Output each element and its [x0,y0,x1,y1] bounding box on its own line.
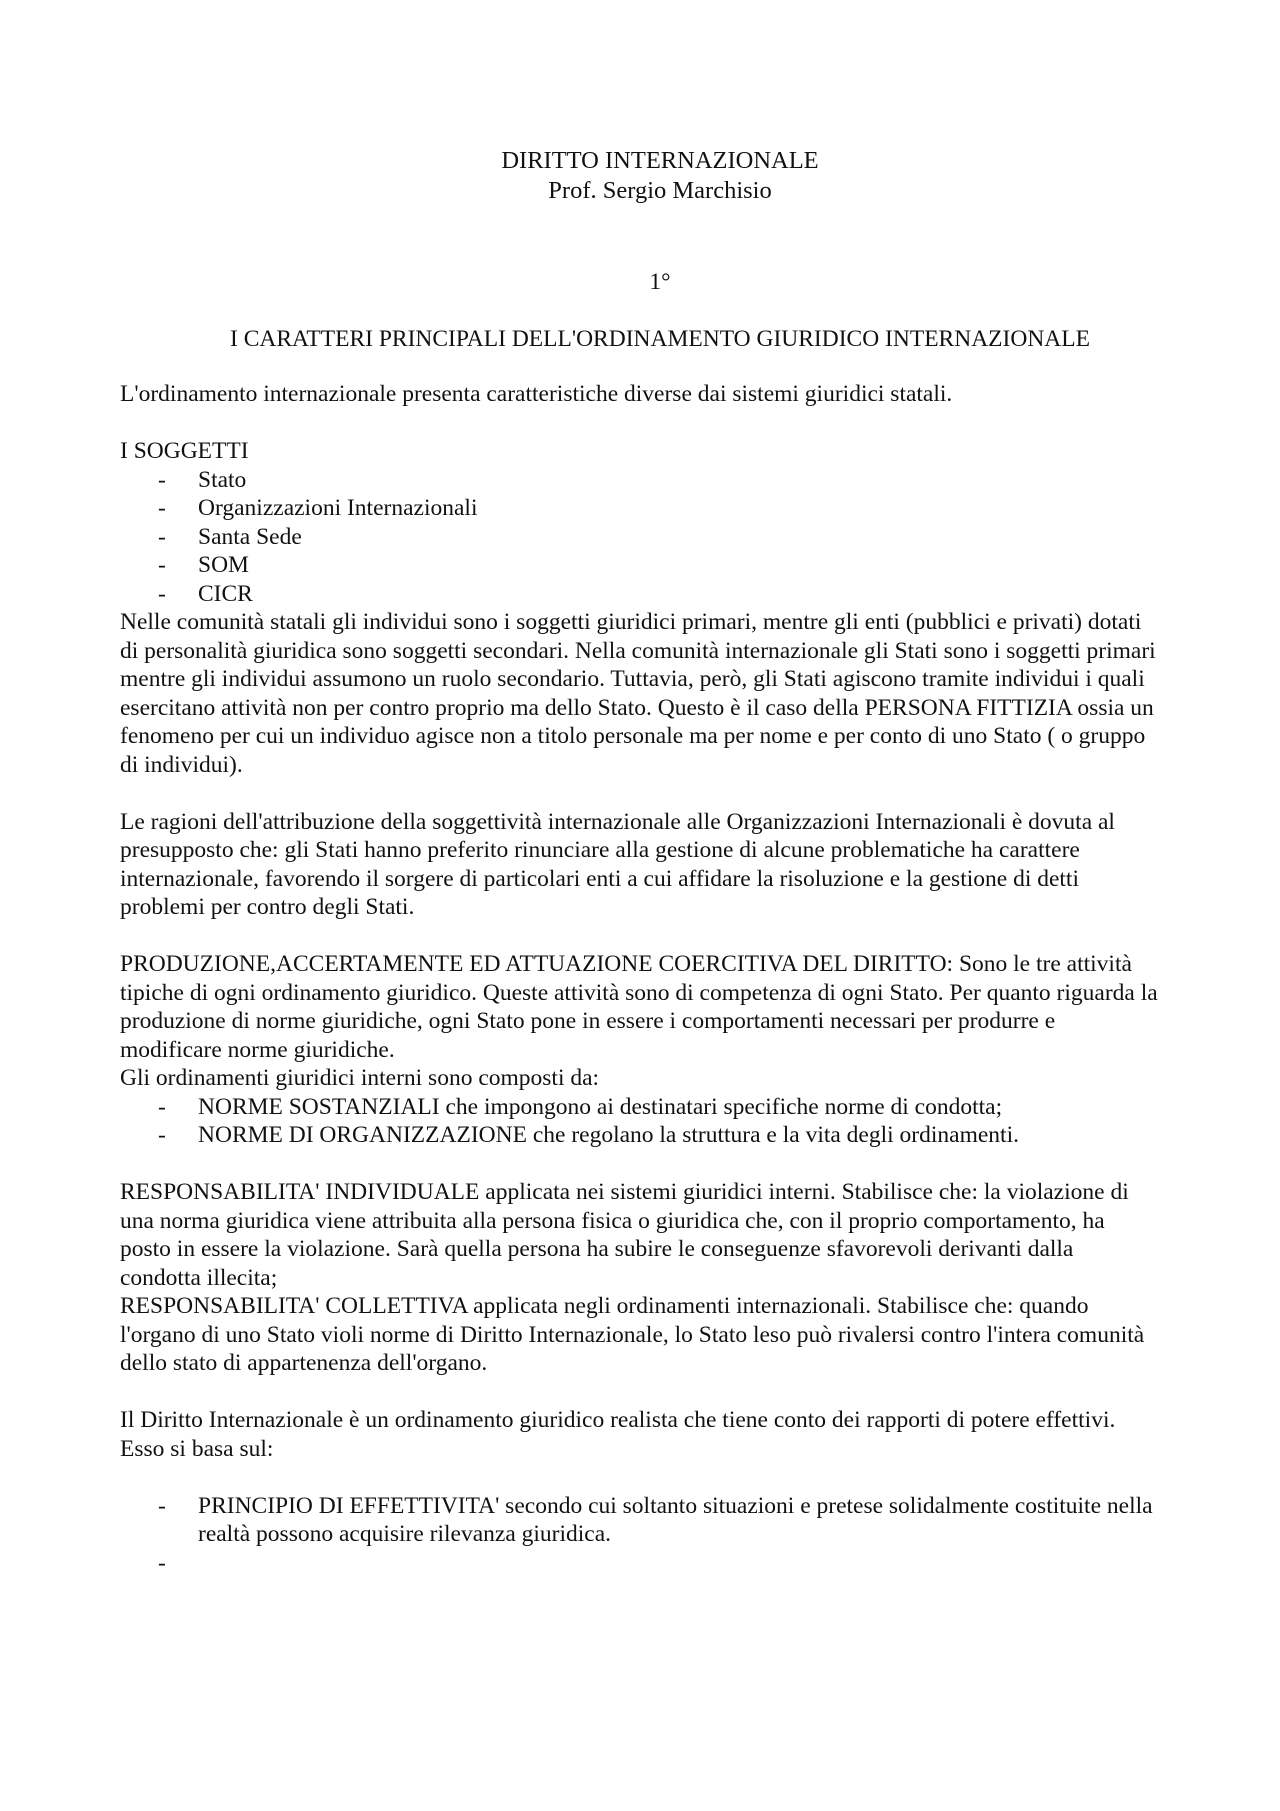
list-item: - CICR [158,580,253,607]
chapter-heading: I CARATTERI PRINCIPALI DELL'ORDINAMENTO GIURIDICO INTERNAZIONALE [230,325,1090,352]
list-item: - NORME SOSTANZIALI che impongono ai destinatari specifiche norme di condotta; [158,1093,1003,1120]
responsabilita-individuale: RESPONSABILITA' INDIVIDUALE applicata nei sistemi giuridici interni. Stabilisce che: la violazione di una norma giuridica viene attribuita alla persona fisica o giuridica che, con il proprio comportamento, ha posto in essere la violazione. Sarà quella persona ha subire le conseguenze sfavorevoli derivanti dalla condotta illecita; [120,1179,1129,1291]
soggetti-list [120,466,1160,609]
soggetti-paragraph: Nelle comunità statali gli individui sono i soggetti giuridici primari, mentre gli enti (pubblici e privati) dotati di personalità giuridica sono soggetti secondari. Nella comunità internazionale gli Stati sono i soggetti primari mentre gli individui assumono un ruolo secondario. Tuttavia, però, gli Stati agiscono tramite individui i quali esercitano attività non per contro proprio ma dello Stato. Questo è il caso della PERSONA FITTIZIA ossia un fenomeno per cui un individuo agisce non a titolo personale ma per nome e per conto di uno Stato ( o gruppo di individui). [120,609,1156,778]
dash-bullet: - [158,523,166,550]
chapter-number: 1° [649,269,671,295]
dash-bullet: - [158,1549,166,1576]
document-author: Prof. Sergio Marchisio [548,177,772,204]
dash-bullet: - [158,1492,166,1519]
organizzazioni-paragraph: Le ragioni dell'attribuzione della soggettività internazionale alle Organizzazioni Internazionali è dovuta al presupposto che: gli Stati hanno preferito rinunciare alla gestione di alcune problematiche ha carattere internazionale, favorendo il sorgere di particolari enti a cui affidare la risoluzione e la gestione di detti problemi per contro degli Stati. [120,808,1115,920]
dash-bullet: - [158,580,166,607]
list-item: - PRINCIPIO DI EFFETTIVITA' secondo cui soltanto situazioni e pretese solidalmente costituite nella realtà possono acquisire rilevanza giuridica. [158,1492,1153,1547]
produzione-paragraph: PRODUZIONE,ACCERTAMENTE ED ATTUAZIONE COERCITIVA DEL DIRITTO: Sono le tre attività tipiche di ogni ordinamento giuridico. Queste attività sono di competenza di ogni Stato. Per quanto riguarda la produzione di norme giuridiche, ogni Stato pone in essere i comportamenti necessari per produrre e modificare norme giuridiche. [120,951,1158,1063]
document-body [120,146,1160,1576]
dash-bullet: - [158,466,166,493]
principi-list [120,1492,1160,1576]
dash-bullet: - [158,1122,166,1148]
soggetti-title: I SOGGETTI [120,438,249,464]
produzione-list-intro: Gli ordinamenti giuridici interni sono composti da: [120,1065,600,1091]
intro-paragraph: L'ordinamento internazionale presenta caratteristiche diverse dai sistemi giuridici statali. [120,381,953,407]
list-item: - NORME DI ORGANIZZAZIONE che regolano la struttura e la vita degli ordinamenti. [158,1122,1019,1148]
responsabilita-collettiva: RESPONSABILITA' COLLETTIVA applicata negli ordinamenti internazionali. Stabilisce che: quando l'organo di uno Stato violi norme di Diritto Internazionale, lo Stato leso può rivalersi contro l'intera comunità dello stato di appartenenza dell'organo. [120,1293,1145,1376]
document-title: DIRITTO INTERNAZIONALE [501,147,819,174]
dash-bullet: - [158,552,166,578]
norme-list [120,1093,1160,1150]
list-item: - Organizzazioni Internazionali [158,495,478,521]
title-block [160,146,1160,206]
list-item: - Santa Sede [158,523,302,550]
dash-bullet: - [158,495,166,521]
realismo-paragraph: Il Diritto Internazionale è un ordinamento giuridico realista che tiene conto dei rapporti di potere effettivi. Esso si basa sul: [120,1407,1116,1462]
list-item: - SOM [158,552,249,578]
list-item: - Stato [158,466,247,493]
dash-bullet: - [158,1093,166,1120]
